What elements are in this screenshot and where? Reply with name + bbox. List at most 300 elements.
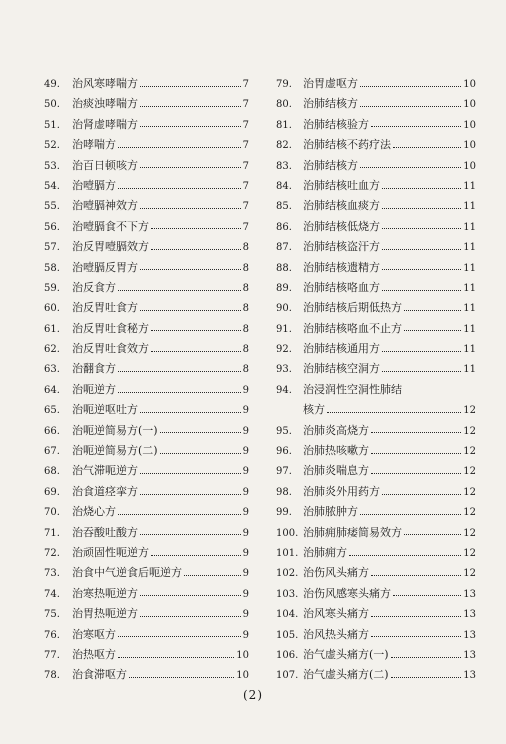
entry-page: 12 xyxy=(463,568,476,580)
entry-page: 8 xyxy=(242,242,249,254)
toc-column-left xyxy=(44,74,249,686)
entry-title: 治肺结核空洞方 xyxy=(303,362,380,376)
entry-title: 治肺结核遗精方 xyxy=(303,260,380,274)
entry-page: 12 xyxy=(463,425,476,437)
entry-page: 7 xyxy=(242,140,249,152)
entry-number: 82. xyxy=(276,140,292,152)
entry-page: 8 xyxy=(242,323,249,335)
entry-number: 54. xyxy=(44,180,60,192)
toc-entry xyxy=(276,258,476,278)
dot-leader xyxy=(371,616,461,617)
entry-title: 治肺结核通用方 xyxy=(303,342,380,356)
toc-entry xyxy=(276,237,476,257)
toc-entry xyxy=(276,584,476,604)
entry-title: 核方 xyxy=(303,403,325,417)
toc-entry xyxy=(44,665,249,685)
dot-leader xyxy=(118,371,241,372)
entry-title: 治胃热呃逆方 xyxy=(72,607,138,621)
entry-number: 68. xyxy=(44,466,60,478)
entry-page: 13 xyxy=(463,609,476,621)
entry-number: 90. xyxy=(276,303,292,315)
entry-title: 治气滞呃逆方 xyxy=(72,464,138,478)
dot-leader xyxy=(140,126,241,127)
entry-page: 13 xyxy=(463,670,476,682)
entry-number: 81. xyxy=(276,119,292,131)
dot-leader xyxy=(371,473,461,474)
entry-page: 12 xyxy=(463,466,476,478)
entry-page: 12 xyxy=(463,446,476,458)
toc-entry xyxy=(44,258,249,278)
toc-entry xyxy=(44,421,249,441)
toc-entry xyxy=(276,196,476,216)
dot-leader xyxy=(371,453,461,454)
entry-number: 94. xyxy=(276,384,292,396)
dot-leader xyxy=(371,636,461,637)
toc-entry xyxy=(276,441,476,461)
entry-page: 10 xyxy=(463,119,476,131)
entry-title: 治胃虚呕方 xyxy=(303,77,358,90)
entry-title: 治肺结核盗汗方 xyxy=(303,240,380,254)
toc-entry xyxy=(276,625,476,645)
entry-number: 66. xyxy=(44,425,60,437)
entry-number: 60. xyxy=(44,303,60,315)
page-number: (2) xyxy=(243,688,263,702)
entry-page: 9 xyxy=(242,527,249,539)
entry-number: 103. xyxy=(276,588,299,600)
toc-entry xyxy=(276,421,476,441)
entry-page: 9 xyxy=(242,486,249,498)
dot-leader xyxy=(129,677,234,678)
toc-entry xyxy=(44,523,249,543)
toc-entry xyxy=(276,400,476,420)
toc-entry xyxy=(276,94,476,114)
toc-entry xyxy=(276,115,476,135)
dot-leader xyxy=(327,412,461,413)
entry-number: 67. xyxy=(44,446,60,458)
entry-title: 治反胃噎膈效方 xyxy=(72,240,149,254)
entry-title: 治肺结核低烧方 xyxy=(303,219,380,233)
entry-number: 51. xyxy=(44,119,60,131)
entry-title: 治食中气逆食后呃逆方 xyxy=(72,566,182,580)
entry-page: 8 xyxy=(242,344,249,356)
toc-entry xyxy=(44,502,249,522)
entry-title: 治吞酸吐酸方 xyxy=(72,525,138,539)
entry-number: 100. xyxy=(276,527,299,539)
entry-number: 93. xyxy=(276,364,292,376)
entry-title: 治噎膈反胃方 xyxy=(72,260,138,274)
entry-page: 9 xyxy=(242,405,249,417)
entry-page: 10 xyxy=(463,160,476,172)
dot-leader xyxy=(360,86,461,87)
entry-page: 9 xyxy=(242,466,249,478)
entry-number: 59. xyxy=(44,282,60,294)
dot-leader xyxy=(371,432,461,433)
entry-number: 63. xyxy=(44,364,60,376)
dot-leader xyxy=(391,677,462,678)
dot-leader xyxy=(160,432,241,433)
toc-entry xyxy=(44,563,249,583)
entry-title: 治寒热呃逆方 xyxy=(72,586,138,600)
entry-page: 9 xyxy=(242,547,249,559)
dot-leader xyxy=(382,494,461,495)
entry-title: 治哮喘方 xyxy=(72,138,116,152)
entry-page: 12 xyxy=(463,486,476,498)
entry-page: 7 xyxy=(242,99,249,111)
entry-page: 9 xyxy=(242,446,249,458)
entry-number: 72. xyxy=(44,547,60,559)
entry-title: 治百日顿咳方 xyxy=(72,158,138,172)
dot-leader xyxy=(360,167,461,168)
entry-number: 76. xyxy=(44,629,60,641)
entry-number: 74. xyxy=(44,588,60,600)
entry-title: 治寒呕方 xyxy=(72,627,116,641)
entry-title: 治肺结核吐血方 xyxy=(303,178,380,192)
dot-leader xyxy=(360,514,461,515)
dot-leader xyxy=(140,473,241,474)
dot-leader xyxy=(382,351,461,352)
entry-title: 治呃逆简易方(二) xyxy=(72,444,158,458)
entry-number: 89. xyxy=(276,282,292,294)
dot-leader xyxy=(118,392,241,393)
entry-page: 7 xyxy=(242,201,249,213)
entry-title: 治伤风头痛方 xyxy=(303,566,369,580)
dot-leader xyxy=(118,290,241,291)
entry-page: 10 xyxy=(236,649,249,661)
dot-leader xyxy=(140,167,241,168)
entry-page: 11 xyxy=(463,282,476,294)
toc-entry xyxy=(276,645,476,665)
entry-title: 治肺结核咯血方 xyxy=(303,280,380,294)
entry-page: 11 xyxy=(463,323,476,335)
entry-title: 治风寒头痛方 xyxy=(303,607,369,621)
toc-entry xyxy=(44,278,249,298)
entry-title: 治肺炎喘息方 xyxy=(303,464,369,478)
entry-number: 56. xyxy=(44,221,60,233)
dot-leader xyxy=(140,494,241,495)
dot-leader xyxy=(151,555,241,556)
entry-title: 治气虚头痛方(二) xyxy=(303,668,389,682)
entry-title: 治肺结核血痰方 xyxy=(303,199,380,213)
entry-number: 58. xyxy=(44,262,60,274)
dot-leader xyxy=(404,310,461,311)
entry-number: 62. xyxy=(44,344,60,356)
toc-entry xyxy=(44,604,249,624)
entry-number: 69. xyxy=(44,486,60,498)
entry-title: 治肺痈肺痿简易效方 xyxy=(303,525,402,539)
entry-number: 52. xyxy=(44,140,60,152)
dot-leader xyxy=(140,616,241,617)
entry-page: 9 xyxy=(242,609,249,621)
entry-number: 53. xyxy=(44,160,60,172)
entry-page: 9 xyxy=(242,425,249,437)
toc-entry xyxy=(44,441,249,461)
entry-title: 治浸润性空洞性肺结 xyxy=(303,382,402,396)
entry-title: 治肺结核验方 xyxy=(303,117,369,131)
dot-leader xyxy=(404,330,461,331)
toc-entry xyxy=(44,543,249,563)
entry-number: 85. xyxy=(276,201,292,213)
dot-leader xyxy=(140,310,241,311)
entry-page: 7 xyxy=(242,221,249,233)
entry-number: 95. xyxy=(276,425,292,437)
entry-title: 治肺结核咯血不止方 xyxy=(303,321,402,335)
entry-number: 102. xyxy=(276,568,299,580)
toc-column-right xyxy=(276,74,476,686)
toc-entry xyxy=(276,461,476,481)
entry-number: 91. xyxy=(276,323,292,335)
entry-number: 77. xyxy=(44,649,60,661)
toc-entry xyxy=(44,176,249,196)
entry-number: 99. xyxy=(276,507,292,519)
toc-entry xyxy=(44,298,249,318)
entry-page: 10 xyxy=(236,670,249,682)
entry-title: 治烧心方 xyxy=(72,505,116,519)
toc-entry xyxy=(276,380,476,400)
dot-leader xyxy=(393,595,461,596)
toc-entry xyxy=(44,584,249,604)
dot-leader xyxy=(118,147,241,148)
entry-title: 治食道痉挛方 xyxy=(72,484,138,498)
entry-page: 11 xyxy=(463,221,476,233)
entry-page: 11 xyxy=(463,344,476,356)
entry-title: 治反胃吐食方 xyxy=(72,301,138,315)
entry-title: 治热呕方 xyxy=(72,647,116,661)
entry-title: 治肺热咳嗽方 xyxy=(303,444,369,458)
dot-leader xyxy=(151,228,241,229)
entry-number: 55. xyxy=(44,201,60,213)
entry-page: 10 xyxy=(463,99,476,111)
toc-entry xyxy=(44,625,249,645)
entry-page: 7 xyxy=(242,119,249,131)
dot-leader xyxy=(140,86,241,87)
entry-title: 治反食方 xyxy=(72,280,116,294)
dot-leader xyxy=(140,595,241,596)
entry-number: 78. xyxy=(44,670,60,682)
entry-number: 101. xyxy=(276,547,299,559)
dot-leader xyxy=(184,575,241,576)
toc-entry xyxy=(44,319,249,339)
entry-page: 13 xyxy=(463,649,476,661)
toc-entry xyxy=(44,156,249,176)
toc-entry xyxy=(44,237,249,257)
entry-page: 7 xyxy=(242,79,249,90)
entry-page: 8 xyxy=(242,282,249,294)
entry-title: 治肺炎高烧方 xyxy=(303,423,369,437)
entry-page: 10 xyxy=(463,79,476,90)
entry-title: 治噎膈食不下方 xyxy=(72,219,149,233)
dot-leader xyxy=(393,147,461,148)
entry-page: 11 xyxy=(463,303,476,315)
entry-number: 80. xyxy=(276,99,292,111)
toc-entry xyxy=(276,298,476,318)
toc-entry xyxy=(276,604,476,624)
entry-title: 治伤风感寒头痛方 xyxy=(303,586,391,600)
entry-page: 12 xyxy=(463,527,476,539)
entry-page: 7 xyxy=(242,160,249,172)
entry-page: 11 xyxy=(463,262,476,274)
entry-title: 治食滞呕方 xyxy=(72,668,127,682)
entry-page: 11 xyxy=(463,242,476,254)
entry-number: 50. xyxy=(44,99,60,111)
entry-number: 71. xyxy=(44,527,60,539)
dot-leader xyxy=(118,188,241,189)
entry-number: 96. xyxy=(276,446,292,458)
dot-leader xyxy=(360,106,461,107)
entry-title: 治肺炎外用药方 xyxy=(303,484,380,498)
toc-entry xyxy=(44,94,249,114)
toc-entry xyxy=(276,563,476,583)
entry-title: 治顽固性呃逆方 xyxy=(72,545,149,559)
entry-number: 83. xyxy=(276,160,292,172)
dot-leader xyxy=(382,208,461,209)
entry-page: 11 xyxy=(463,201,476,213)
entry-title: 治肾虚哮喘方 xyxy=(72,117,138,131)
entry-number: 57. xyxy=(44,242,60,254)
dot-leader xyxy=(382,269,461,270)
entry-page: 8 xyxy=(242,364,249,376)
entry-page: 13 xyxy=(463,588,476,600)
toc-entry xyxy=(44,135,249,155)
entry-number: 64. xyxy=(44,384,60,396)
toc-entry xyxy=(44,400,249,420)
entry-number: 61. xyxy=(44,323,60,335)
toc-entry xyxy=(276,278,476,298)
dot-leader xyxy=(404,534,461,535)
entry-title: 治肺结核方 xyxy=(303,97,358,111)
dot-leader xyxy=(118,657,234,658)
entry-page: 10 xyxy=(463,140,476,152)
dot-leader xyxy=(140,106,241,107)
entry-number: 65. xyxy=(44,405,60,417)
entry-page: 12 xyxy=(463,507,476,519)
entry-title: 治肺脓肿方 xyxy=(303,505,358,519)
dot-leader xyxy=(151,330,241,331)
toc-entry xyxy=(276,482,476,502)
entry-title: 治风寒哮喘方 xyxy=(72,77,138,90)
dot-leader xyxy=(349,555,461,556)
entry-number: 86. xyxy=(276,221,292,233)
dot-leader xyxy=(382,249,461,250)
entry-title: 治噎膈方 xyxy=(72,178,116,192)
entry-number: 70. xyxy=(44,507,60,519)
entry-number: 75. xyxy=(44,609,60,621)
dot-leader xyxy=(118,514,241,515)
entry-page: 13 xyxy=(463,629,476,641)
entry-number: 92. xyxy=(276,344,292,356)
entry-number: 79. xyxy=(276,79,292,90)
toc-entry xyxy=(276,543,476,563)
toc-entry xyxy=(44,74,249,94)
toc-entry xyxy=(276,176,476,196)
toc-entry xyxy=(44,482,249,502)
dot-leader xyxy=(371,575,461,576)
entry-title: 治肺结核后期低热方 xyxy=(303,301,402,315)
toc-entry xyxy=(44,380,249,400)
entry-number: 49. xyxy=(44,79,60,90)
dot-leader xyxy=(160,453,241,454)
entry-title: 治翻食方 xyxy=(72,362,116,376)
toc-entry xyxy=(276,217,476,237)
dot-leader xyxy=(151,351,241,352)
toc-entry xyxy=(276,135,476,155)
dot-leader xyxy=(140,412,241,413)
toc-entry xyxy=(276,156,476,176)
toc-entry xyxy=(276,74,476,94)
entry-number: 107. xyxy=(276,670,299,682)
toc-entry xyxy=(44,217,249,237)
entry-page: 9 xyxy=(242,507,249,519)
toc-entry xyxy=(276,502,476,522)
entry-number: 104. xyxy=(276,609,299,621)
entry-page: 9 xyxy=(242,568,249,580)
toc-entry xyxy=(44,115,249,135)
entry-number: 98. xyxy=(276,486,292,498)
toc-entry xyxy=(276,359,476,379)
toc-entry xyxy=(44,339,249,359)
entry-page: 9 xyxy=(242,629,249,641)
dot-leader xyxy=(371,126,461,127)
entry-title: 治气虚头痛方(一) xyxy=(303,647,389,661)
entry-page: 11 xyxy=(463,364,476,376)
entry-title: 治呃逆呕吐方 xyxy=(72,403,138,417)
entry-title: 治呃逆简易方(一) xyxy=(72,423,158,437)
dot-leader xyxy=(382,290,461,291)
entry-title: 治反胃吐食秘方 xyxy=(72,321,149,335)
entry-title: 治噎膈神效方 xyxy=(72,199,138,213)
entry-number: 88. xyxy=(276,262,292,274)
entry-title: 治呃逆方 xyxy=(72,382,116,396)
dot-leader xyxy=(140,269,241,270)
entry-number: 87. xyxy=(276,242,292,254)
toc-entry xyxy=(44,645,249,665)
entry-number: 84. xyxy=(276,180,292,192)
entry-page: 8 xyxy=(242,262,249,274)
toc-entry xyxy=(44,359,249,379)
entry-page: 8 xyxy=(242,303,249,315)
dot-leader xyxy=(382,371,461,372)
dot-leader xyxy=(382,228,461,229)
entry-page: 9 xyxy=(242,588,249,600)
toc-entry xyxy=(44,196,249,216)
toc-entry xyxy=(44,461,249,481)
entry-page: 12 xyxy=(463,547,476,559)
toc-entry xyxy=(276,523,476,543)
dot-leader xyxy=(140,534,241,535)
entry-title: 治肺痈方 xyxy=(303,545,347,559)
entry-page: 12 xyxy=(463,405,476,417)
toc-entry xyxy=(276,319,476,339)
entry-page: 7 xyxy=(242,180,249,192)
entry-title: 治痰浊哮喘方 xyxy=(72,97,138,111)
toc-entry xyxy=(276,665,476,685)
dot-leader xyxy=(391,657,462,658)
dot-leader xyxy=(118,636,241,637)
entry-title: 治肺结核不药疗法 xyxy=(303,138,391,152)
entry-title: 治反胃吐食效方 xyxy=(72,342,149,356)
entry-page: 11 xyxy=(463,180,476,192)
dot-leader xyxy=(382,188,461,189)
entry-title: 治风热头痛方 xyxy=(303,627,369,641)
entry-title: 治肺结核方 xyxy=(303,158,358,172)
entry-number: 97. xyxy=(276,466,292,478)
entry-number: 105. xyxy=(276,629,299,641)
toc-entry xyxy=(276,339,476,359)
dot-leader xyxy=(151,249,241,250)
entry-page: 9 xyxy=(242,384,249,396)
entry-number: 73. xyxy=(44,568,60,580)
dot-leader xyxy=(140,208,241,209)
entry-number: 106. xyxy=(276,649,299,661)
